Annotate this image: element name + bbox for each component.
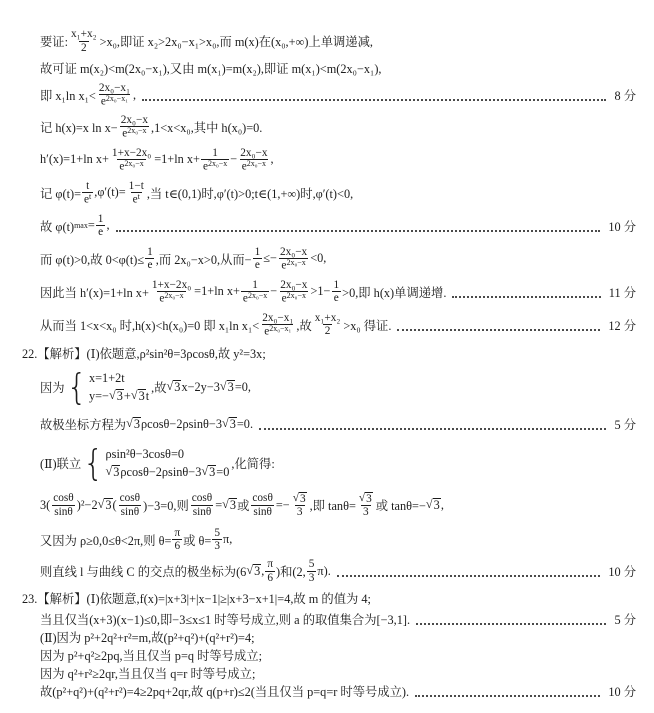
sqrt-radical: √ 3	[105, 463, 120, 479]
fraction	[307, 558, 317, 583]
sqrt-radical: √ 3	[201, 463, 216, 479]
fraction	[145, 246, 155, 271]
radicand: 3	[229, 497, 237, 512]
denominator: 6	[174, 540, 181, 552]
radicand: 3	[113, 464, 120, 479]
numerator: 2x₀−x	[120, 113, 149, 126]
sqrt-radical: √ 3	[222, 496, 237, 512]
numerator: 1	[212, 146, 218, 159]
denominator: 3	[363, 506, 369, 519]
formula-line: 从而当 1<x<x₀ 时,h(x)<h(x₀)=0 即 x₁ln x₁< $\frac{\text{2x₀−x₁}}{e^{2x_0-x_1}}$ ,故 $\frac{\text{x₁+x₂}}{2}$ >x₀ 得证. 12 分	[22, 308, 642, 341]
fraction	[97, 82, 132, 108]
fraction	[150, 279, 193, 305]
radicand: 3	[299, 492, 306, 505]
fraction	[331, 279, 341, 304]
denominator: e	[98, 226, 104, 238]
cases-system	[66, 365, 150, 408]
left-brace-icon: {	[83, 441, 104, 484]
numerator: 1	[254, 245, 261, 258]
dotted-leader	[116, 230, 601, 232]
formula-line: 3( $\frac{\cos\theta}{\sin\theta}$ )²−2 √ 3 ( $\frac{\cos\theta}{\sin\theta}$ )−3=0,则 $\frac{\cos\theta}{\sin\theta}$ = √ 3 或 $\frac{\cos\theta}{\sin\theta}$ =− √ 3 3 ,即 tanθ= √ 3 3 或 tanθ=− √ 3 ,	[40, 491, 444, 519]
score-label: 10 分	[608, 219, 636, 234]
sup-script: 2x₀−x	[246, 158, 267, 168]
denominator: 3	[296, 506, 303, 519]
fraction	[278, 246, 309, 272]
radicand: 3	[366, 492, 372, 505]
fraction	[118, 492, 142, 517]
denominator: sinθ	[54, 505, 73, 518]
formula-line: 因为 p²+q²≥2pq,当且仅当 p=q 时等号成立;	[40, 649, 263, 663]
numerator: 2x₀−x	[280, 278, 308, 291]
cases-column	[89, 371, 149, 404]
cases-column	[106, 447, 230, 480]
formula-line: 23.【解析】(Ⅰ)依题意,f(x)=|x+3|+|x−1|≥|x+3−x+1|=4,故 m 的值为 4;	[22, 592, 371, 606]
dotted-leader	[337, 575, 601, 577]
fraction	[250, 492, 274, 517]
dotted-leader	[415, 695, 600, 697]
dotted-leader	[397, 329, 600, 331]
dotted-leader	[416, 623, 606, 625]
numerator: 2x₀−x	[279, 245, 308, 258]
fraction	[190, 492, 214, 517]
formula-line: (Ⅱ)因为 p²+2q²+r²=m,故(p²+q²)+(q²+r²)=4;	[40, 631, 255, 645]
sub-script: max	[74, 220, 88, 230]
fraction	[127, 180, 146, 206]
denominator: 2	[80, 41, 87, 54]
denominator: $e^t$	[132, 191, 140, 206]
cases-row: √ 3 ρcosθ−2ρsinθ−3 √ 3 =0	[105, 463, 230, 479]
formula-line: 则直线 l 与曲线 C 的交点的极坐标为(6 √ 3 , $\frac{\pi}{6}$ )和(2, $\frac{5}{3}$ π). 10 分	[22, 556, 642, 586]
sup-script: 2x₀−x	[247, 290, 268, 300]
fraction	[241, 279, 269, 305]
solution-lines	[22, 26, 642, 700]
denominator: sinθ	[192, 505, 212, 518]
radicand: 3	[138, 388, 145, 403]
numerator: 2x₀−x	[240, 146, 268, 159]
fraction	[212, 527, 222, 552]
numerator: 5	[308, 558, 315, 571]
denominator: $e^{2x_0-x_1}$	[100, 94, 128, 108]
formula-line: 22.【解析】(Ⅰ)依题意,ρ²sin²θ=3ρcosθ,故 y²=3x;	[22, 347, 266, 361]
formula-line: 故可证 m(x₂)<m(2x₀−x₁),又由 m(x₁)=m(x₂),即证 m(x₁)<m(2x₀−x₁),	[40, 62, 382, 76]
numerator: 5	[214, 526, 221, 539]
denominator: 3	[308, 571, 315, 584]
sqrt-radical: √ 3	[292, 491, 306, 505]
numerator: 1+x−2x₀	[151, 278, 192, 291]
sup-script: 2x₀−x	[124, 158, 144, 168]
denominator: $e^{2x_0-x}$	[241, 158, 267, 173]
denominator: $e^{2x_0-x}$	[202, 158, 228, 173]
denominator: 3	[214, 540, 221, 552]
sqrt-radical: √ 3	[97, 496, 112, 512]
numerator: cosθ	[53, 492, 74, 505]
fraction	[96, 213, 106, 238]
formula-line: 故(p²+q²)+(q²+r²)=4≥2pq+2qr,故 q(p+r)≤2(当且仅当 p=q=r 时等号成立). 10 分	[22, 682, 642, 700]
numerator: x₁+x₂	[71, 28, 97, 41]
denominator: $e^t$	[84, 191, 92, 206]
dotted-leader	[142, 99, 606, 101]
cases-row: y=− √ 3 + √ 3 t	[88, 387, 150, 403]
sqrt-radical: √ 3	[126, 415, 140, 431]
formula-line: h′(x)=1+ln x+ $\frac{\text{1+x−2x₀}}{e^{2x_0-x}}$ =1+ln x+ $\frac{1}{e^{2x_0-x}}$ − $\frac{\text{2x₀−x}}{e^{2x_0-x}}$ ,	[40, 146, 274, 173]
denominator: e	[147, 259, 153, 271]
numerator: 1	[333, 278, 340, 291]
radicand: 3	[116, 388, 123, 403]
formula-line: (Ⅱ)联立 { ρsin²θ−3cosθ=0 √ 3 ρcosθ−2ρsinθ−3 √ 3 =0 ,化简得:	[40, 441, 275, 484]
fraction	[260, 312, 295, 338]
denominator: $e^{2x_0-x_1}$	[264, 323, 292, 338]
sqrt-radical: √ 3	[358, 491, 372, 505]
formula-line: 而 φ(t)>0,故 0<φ(t)≤ $\frac{1}{e}$ ,而 2x₀−x>0,从而− $\frac{1}{e}$ ≤− $\frac{\text{2x₀−x}}{e^{2x_0-x}}$ <0,	[40, 245, 327, 272]
score-label: 10 分	[608, 685, 636, 699]
numerator: 1	[252, 278, 258, 291]
numerator: x₁+x₂	[314, 311, 341, 324]
dotted-leader	[452, 296, 600, 298]
score-label: 11 分	[608, 285, 636, 300]
denominator: $e^{2x_0-x}$	[281, 257, 306, 272]
numerator	[357, 492, 375, 505]
formula-line: 因为 q²+r²≥2qr,当且仅当 q=r 时等号成立;	[40, 667, 256, 681]
radicand: 3	[209, 464, 216, 479]
fraction	[201, 147, 229, 173]
cases-row: ρsin²θ−3cosθ=0	[105, 446, 185, 461]
score-label: 5 分	[614, 418, 636, 432]
fraction	[291, 492, 309, 519]
sqrt-radical: √ 3	[246, 562, 261, 578]
formula-line: 即 x₁ln x₁< $\frac{\text{2x₀−x₁}}{e^{2x_0-x_1}}$ , 8 分	[22, 80, 642, 110]
numerator: 1−t	[128, 179, 144, 192]
formula-line: 故极坐标方程为 √ 3 ρcosθ−2ρsinθ−3 √ 3 =0. 5 分	[22, 409, 642, 439]
denominator: $e^{2x_0-x}$	[281, 290, 306, 305]
numerator: 1	[97, 212, 104, 225]
fraction	[172, 527, 182, 552]
dotted-leader	[259, 428, 606, 430]
score-label: 12 分	[608, 318, 636, 333]
numerator: t	[86, 179, 90, 192]
denominator: $e^{2x_0-x}$	[119, 158, 144, 173]
radicand: 3	[133, 416, 140, 431]
sqrt-radical: √ 3	[109, 387, 123, 403]
sup-script: 2x₀−x₁	[269, 323, 292, 333]
formula-line: 因此当 h′(x)=1+ln x+ $\frac{\text{1+x−2x₀}}{e^{2x_0-x}}$ =1+ln x+ $\frac{1}{e^{2x_0-x}}$ − $\frac{\text{2x₀−x}}{e^{2x_0-x}}$ >1− $\frac{1}{e}$ >0,即 h(x)单调递增. 11 分	[22, 275, 642, 308]
formula-line: 记 φ(t)= $\frac{t}{e^t}$ ,φ′(t)= $\frac{1-t}{e^t}$ ,当 t∈(0,1)时,φ′(t)>0;t∈(1,+∞)时,φ′(t)<0,	[40, 179, 354, 206]
numerator: π	[267, 558, 274, 571]
denominator: $e^{2x_0-x}$	[122, 125, 147, 140]
denominator: sinθ	[120, 505, 140, 518]
fraction	[253, 246, 263, 271]
sup-script: 2x₀−x	[164, 290, 184, 300]
numerator: π	[174, 526, 181, 539]
radicand: 3	[229, 416, 236, 431]
fraction	[313, 312, 343, 337]
score-label: 8 分	[614, 89, 636, 103]
formula-line: 因为 { x=1+2t y=− √ 3 + √ 3 t ,故 √ 3 x−2y−3 √ 3 =0,	[40, 365, 251, 408]
fraction	[82, 180, 93, 206]
formula-line: 要证: $\frac{\text{x₁+x₂}}{2}$ >x₀,即证 x₂>2x₀−x₁>x₀,而 m(x)在(x₀,+∞)上单调递减,	[40, 28, 373, 54]
numerator: 1	[147, 245, 153, 258]
fraction	[265, 558, 275, 583]
sup-script: 2x₀−x	[127, 125, 147, 135]
sqrt-radical: √ 3	[219, 378, 234, 394]
fraction	[110, 147, 153, 173]
sup-script: 2x₀−x	[207, 158, 228, 168]
formula-line: 记 h(x)=x ln x− $\frac{\text{2x₀−x}}{e^{2x_0-x}}$ ,1<x<x₀,其中 h(x₀)=0.	[40, 113, 263, 140]
radicand: 3	[105, 497, 112, 512]
denominator: e	[254, 259, 260, 271]
sup-script: t	[89, 191, 92, 201]
numerator: cosθ	[119, 492, 141, 505]
sup-script: 2x₀−x	[286, 290, 306, 300]
radicand: 3	[433, 497, 440, 512]
fraction	[278, 279, 309, 305]
sup-script: 2x₀−x	[286, 257, 306, 267]
sup-script: 2x₀−x₁	[105, 94, 128, 104]
numerator: 2x₀−x₁	[98, 82, 131, 95]
fraction	[238, 147, 269, 173]
sup-script: t	[137, 191, 140, 201]
numerator: 2x₀−x₁	[262, 311, 294, 324]
radicand: 3	[254, 563, 261, 578]
denominator: e	[333, 292, 339, 304]
formula-line: 故 φ(t) max = $\frac{1}{e}$ , 10 分	[22, 209, 642, 242]
fraction	[69, 28, 99, 53]
denominator: 2	[324, 325, 331, 337]
sqrt-radical: √ 3	[166, 378, 181, 394]
sqrt-radical: √ 3	[221, 415, 236, 431]
numerator: 1+x−2x₀	[111, 146, 152, 159]
denominator: $e^{2x_0-x}$	[242, 290, 268, 305]
numerator: cosθ	[191, 492, 213, 505]
cases-row: x=1+2t	[88, 370, 125, 385]
radicand: 3	[227, 379, 234, 394]
formula-line: 当且仅当(x+3)(x−1)≤0,即−3≤x≤1 时等号成立,则 a 的取值集合为[−3,1]. 5 分	[22, 610, 642, 628]
sqrt-radical: √ 3	[425, 496, 440, 512]
fraction	[51, 492, 75, 517]
denominator: $e^{2x_0-x}$	[159, 290, 184, 305]
radicand: 3	[174, 379, 181, 394]
numerator: cosθ	[252, 492, 273, 505]
score-label: 10 分	[608, 565, 636, 579]
sqrt-radical: √ 3	[130, 387, 145, 403]
score-label: 5 分	[614, 613, 636, 627]
formula-line: 又因为 ρ≥0,0≤θ<2π,则 θ= $\frac{\pi}{6}$ 或 θ= $\frac{5}{3}$ π,	[40, 526, 233, 552]
denominator: sinθ	[253, 505, 272, 518]
fraction	[357, 492, 375, 519]
left-brace-icon: {	[66, 365, 87, 408]
denominator: 6	[267, 571, 273, 584]
numerator	[291, 492, 309, 505]
fraction	[119, 114, 150, 140]
